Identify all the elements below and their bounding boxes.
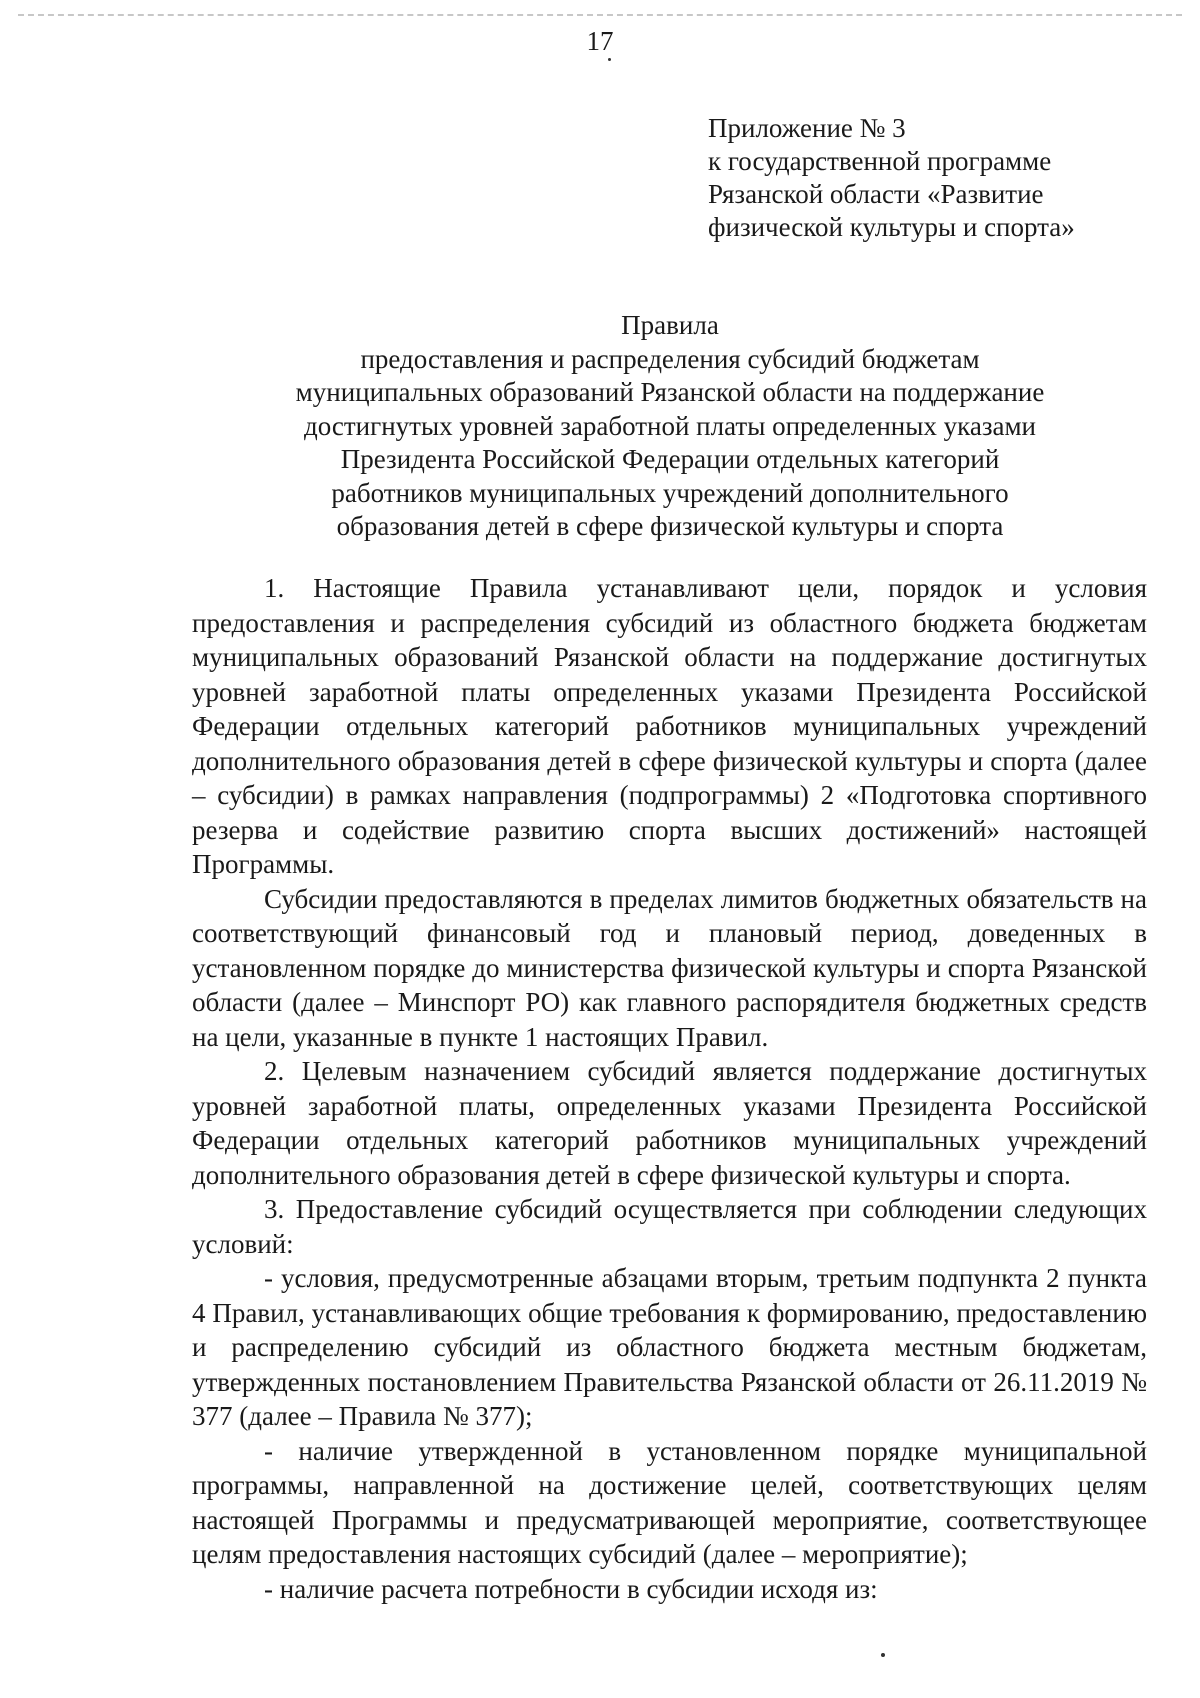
condition-item: - наличие расчета потребности в субсидии исходя из: [264, 1573, 878, 1604]
condition-item: - наличие утвержденной в установленном порядке муниципальной программы, направленной на достижение целей, соответствующих целям настоящей Программы и предусматривающей мероприятие, соответствующее целям предоставления настоящих субсидий (далее – мероприятие); [192, 1435, 1147, 1569]
scan-edge-line [18, 14, 1182, 16]
appendix-line: физической культуры и спорта» [708, 212, 1075, 242]
paragraph-subsidies-limits: Субсидии предоставляются в пределах лимитов бюджетных обязательств на соответствующий финансовый год и плановый период, доведенных в установленном порядке до министерства физической культуры и спорта Рязанской области (далее – Минспорт РО) как главного распорядителя бюджетных средств на цели, указанные в пункте 1 настоящих Правил. [192, 883, 1147, 1052]
scan-speck [881, 1653, 885, 1657]
title-line: Президента Российской Федерации отдельных категорий [340, 444, 1000, 474]
condition-item: - условия, предусмотренные абзацами вторым, третьим подпункта 2 пункта 4 Правил, устанавливающих общие требования к формированию, предоставлению и распределению субсидий из областного бюджета местным бюджетам, утвержденных постановлением Правительства Рязанской области от 26.11.2019 № 377 (далее – Правила № 377); [192, 1263, 1147, 1431]
title-line: достигнутых уровней заработной платы определенных указами [303, 410, 1037, 441]
paragraph-1: 1. Настоящие Правила устанавливают цели, порядок и условия предоставления и распределения субсидий из областного бюджета бюджетам муниципальных образований Рязанской области на поддержание достигнутых уровней заработной платы определенных указами Президента Российской Федерации отдельных категорий работников муниципальных учреждений дополнительного образования детей в сфере физической культуры и спорта (далее – субсидии) в рамках направления (подпрограммы) 2 «Подготовка спортивного резерва и содействие развитию спорта высших достижений» настоящей Программы. [192, 573, 1147, 879]
appendix-note [708, 112, 1148, 244]
document-title [180, 309, 1160, 544]
document-body [192, 571, 1147, 1606]
title-line: работников муниципальных учреждений дополнительного [331, 477, 1009, 508]
appendix-line: Приложение № 3 [708, 113, 906, 143]
title-line: образования детей в сфере физической культуры и спорта [336, 511, 1004, 541]
scan-speck [608, 58, 611, 61]
appendix-line: к государственной программе [708, 146, 1052, 176]
paragraph-3: 3. Предоставление субсидий осуществляется при соблюдении следующих условий: [192, 1194, 1147, 1259]
title-line: предоставления и распределения субсидий бюджетам [360, 343, 980, 374]
title-heading: Правила [621, 310, 719, 340]
page-number: 17 [586, 26, 614, 56]
appendix-line: Рязанской области «Развитие [708, 179, 1044, 209]
title-line: муниципальных образований Рязанской области на поддержание [295, 377, 1045, 407]
paragraph-2: 2. Целевым назначением субсидий является поддержание достигнутых уровней заработной платы, определенных указами Президента Российской Федерации отдельных категорий работников муниципальных учреждений дополнительного образования детей в сфере физической культуры и спорта. [192, 1056, 1147, 1190]
